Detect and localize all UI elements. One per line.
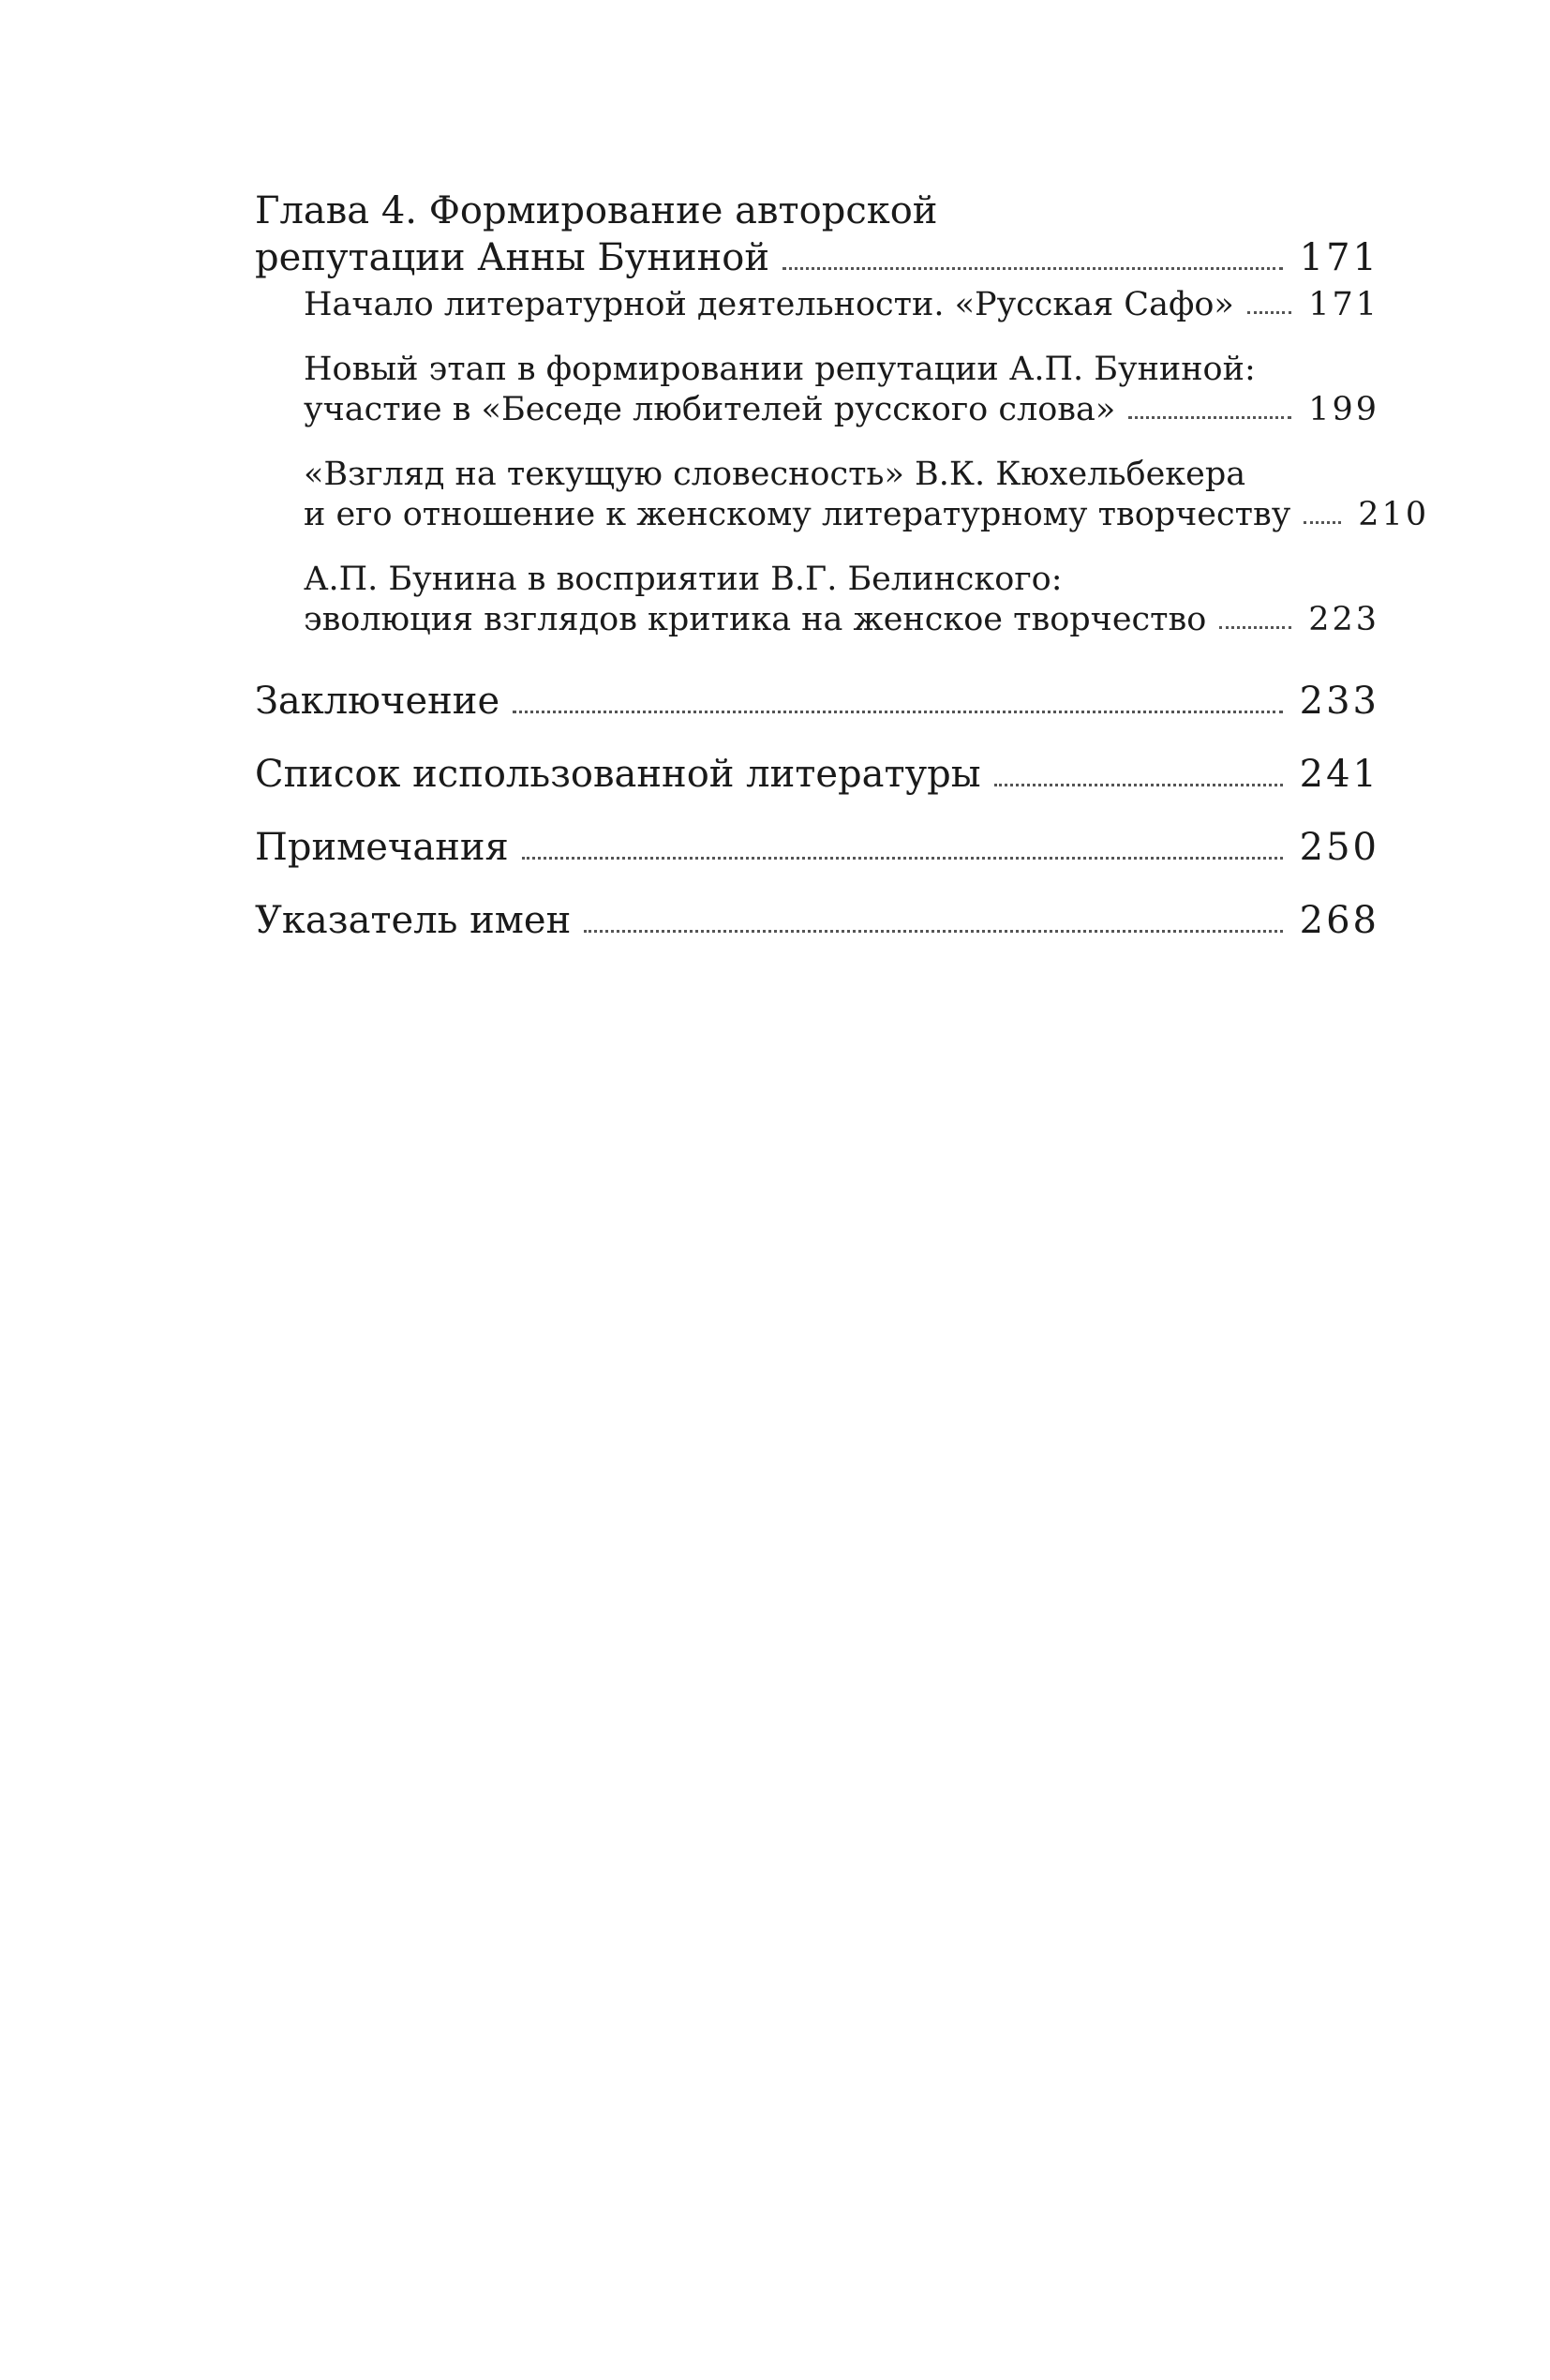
section-title-line-2: эволюция взглядов критика на женское творчество <box>304 601 1207 638</box>
page-number: 171 <box>1308 286 1379 323</box>
dot-leader <box>522 856 1283 860</box>
toc-bibliography[interactable] <box>255 751 1379 798</box>
section-title-line-2: и его отношение к женскому литературному творчеству <box>304 496 1291 533</box>
dot-leader <box>584 929 1282 933</box>
section-title: Начало литературной деятельности. «Русская Сафо» <box>304 286 1234 323</box>
chapter-title-line-1: Глава 4. Формирование авторской <box>255 189 938 232</box>
page-number: 199 <box>1308 391 1379 428</box>
dot-leader <box>782 266 1283 270</box>
toc-notes[interactable] <box>255 824 1379 871</box>
table-of-contents <box>255 187 1430 944</box>
toc-chapter-4[interactable] <box>255 187 1379 281</box>
section-title-line-1: Новый этап в формировании репутации А.П. Буниной: <box>304 351 1256 388</box>
toc-section-1[interactable] <box>255 285 1379 325</box>
section-title-line-1: «Взгляд на текущую словесность» В.К. Кюхельбекера <box>304 456 1246 493</box>
entry-title: Список использованной литературы <box>255 753 981 796</box>
page-number: 241 <box>1299 753 1379 796</box>
dot-leader <box>1247 310 1291 314</box>
toc-section-2[interactable] <box>255 350 1379 430</box>
dot-leader <box>1128 415 1291 419</box>
entry-title: Указатель имен <box>255 899 572 942</box>
entry-title: Заключение <box>255 680 500 723</box>
entry-title: Примечания <box>255 826 509 869</box>
page-number: 223 <box>1308 601 1379 638</box>
chapter-title-line-2: репутации Анны Буниной <box>255 236 770 279</box>
section-title-line-2: участие в «Беседе любителей русского слова» <box>304 391 1116 428</box>
toc-name-index[interactable] <box>255 897 1379 944</box>
section-title-line-1: А.П. Бунина в восприятии В.Г. Белинского: <box>304 561 1063 598</box>
page-number: 171 <box>1299 236 1379 279</box>
toc-section-3[interactable] <box>255 455 1430 535</box>
page-number: 250 <box>1299 826 1379 869</box>
page-number: 210 <box>1358 496 1430 533</box>
dot-leader <box>513 710 1283 713</box>
toc-conclusion[interactable] <box>255 678 1379 725</box>
page-number: 233 <box>1299 680 1379 723</box>
dot-leader <box>994 783 1283 786</box>
page-number: 268 <box>1299 899 1379 942</box>
toc-section-4[interactable] <box>255 560 1379 640</box>
dot-leader <box>1219 625 1291 629</box>
dot-leader <box>1304 520 1341 524</box>
